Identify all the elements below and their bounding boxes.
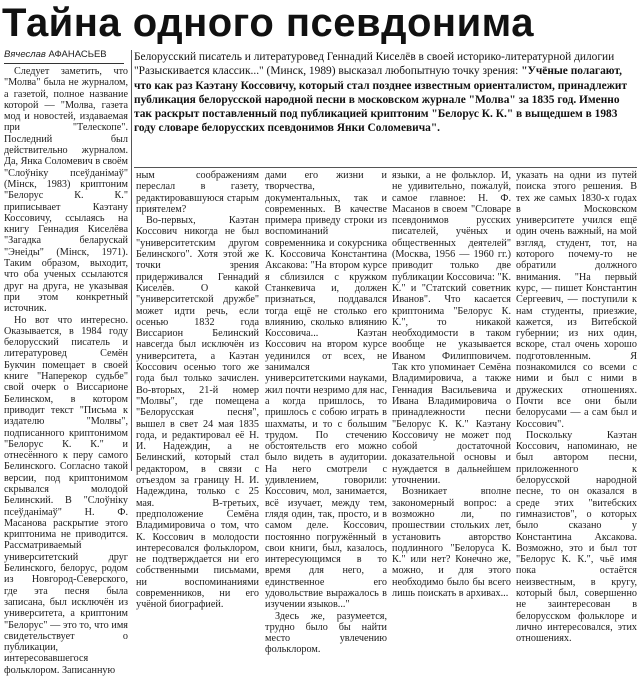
article-column-2 <box>136 170 259 611</box>
article-column-4 <box>392 170 511 599</box>
lead-quote: "Учёные полагают, что как раз Каэтану Коссовичу, который стал позднее известным ориенталистом, принадлежит публикация белорусской народной песни в московском журнале "Молва" за 1835 год. Именно так раскрыт поставленный под публикацией криптоним "Белорус К. К." в выщедшем в 1983 году словаре белорусских псевдонимов Янки Соломевича". <box>134 65 628 135</box>
column-paragraph: дами его жизни и творчества, документальных, так и современных. В качестве примера приведу строки из воспоминаний современника и сокурсника К. Коссовича Константина Аксакова: "На втором курсе я сблизился с кружком Станкевича и, должен признаться, поддавался тогда ещё не столько его влиянию, сколько влиянию Коссовича... Каэтан Коссович на втором курсе уединился от всех, не занимался университетскими науками, жил почти незримо для нас, а когда пришлось, то пришлось с собою играть в шахматы, и то с большим трудом. По стечению обстоятельств его можно было видеть в аудитории. На него смотрели с удивлением, говорили: Коссович, мол, занимается, всё изучает, между тем, глядя один, так, просто, и в самом деле. Коссович, постоянно погружённый в свои книги, был, казалось, интересующимся в то время для него, а единственное его удовольствие выражалось в изучении языков..." <box>265 170 387 611</box>
lead-paragraph <box>134 50 637 166</box>
lead-intro: Белорусский писатель и литературовед Геннадий Киселёв в своей историко-литературной дилогии "Разыскивается классик..." (Минск, 1989) высказал любопытную точку зрения: <box>134 51 615 78</box>
column-paragraph: Возникает вполне закономерный вопрос: а возможно ли, по прошествии стольких лет, установить авторство подлинного "Белоруса К. К." или нет? Конечно же, можно, и для этого необходимо было бы всего лишь поискать в архивах... <box>392 486 511 599</box>
author-first-name: Вячеслав <box>4 49 46 60</box>
column-paragraph: Следует заметить, что "Молва" была не журналом, а газетой, полное название которой — "Молва, газета мод и новостей, издаваемая при "Телескопе". Последний был действительно журналом. Да, Янка Соломевич в своём "Слоўніку псеўданімаў" (Мінск, 1983) криптоним "Белорус К. К." приписывает Каэтану Коссовичу, ссылаясь на книгу Геннадия Киселёва "Загадка беларускай "Энеіды" (Мінск, 1971). Таким образом, выходит, что оба ученых ссылаются друг на друга, не указывая при этом конкретный источник. <box>4 66 128 315</box>
article-column-1 <box>4 66 128 676</box>
column-rule <box>131 50 132 471</box>
column-paragraph: Во-первых, Каэтан Коссович никогда не был "университетским другом Белинского". Хотя этой же точки зрения придерживался Геннадий Киселёв. О какой "университетской дружбе" может идти речь, если осенью 1832 года Виссарион Белинский навсегда был исключён из университета, а Каэтан Коссович осенью того же года был только зачислен. Во-вторых, 21-й номер "Молвы", где помещена "Белорусская песня", вышел в свет 24 мая 1835 года, и редактировал её Н. И. Надеждин, а не Белинский, который стал редактором, в связи с отъездом за границу Н. И. Надеждина, только с 25 мая. В-третьих, предположение Семёна Владимировича о том, что К. Коссович в молодости интересовался фольклором, не подтверждается ни его собственными письмами, ни воспоминаниями современников, ни его учёной биографией. <box>136 215 259 611</box>
column-paragraph: ным соображениям переслал в газету, редактировавшуюся старым приятелем? <box>136 170 259 215</box>
column-paragraph: Но вот что интересно. Оказывается, в 1984 году белорусский писатель и литературовед Семён Букчин помещает в своей книге "Наперекор судьбе" свой очерк о Виссарионе Белинском, в котором приводит текст "Письма к издателю "Молвы", подписанного криптонимом "Белорус К. К." и отнесённого к перу самого Белинского. Согласно такой версии, под криптонимом скрывался молодой Белинский. В "Слоўніку псеўданімаў" Н. Ф. Масанова раскрытие этого криптонима не приводится. Рассматриваемый университетский друг Белинского, белорус, родом из Новгород-Северского, где эта песня была записана, был исключён из университета, а криптоним "Белорус" — это то, что имя свидетельствует о публикации, интересовавшегося фольклором. Записанную <box>4 314 128 676</box>
byline <box>4 49 124 64</box>
column-paragraph: языки, а не фольклор. И, не удивительно, пожалуй, самое главное: Н. Ф. Масанов в своем "Словаре псевдонимов русских писателей, учёных и общественных деятелей" (Москва, 1956 — 1960 гг.) приводит только две публикации Коссовича: "К. К." и "Статский советник Иванов". Что касается криптонима "Белорус К. К.", то никакой необходимости в таком вообще не указывается Иваном Филипповичем. Так кто упоминает Семёна Владимировича, а также Геннадия Васильевича и Ивана Владимировича о принадлежности песни "Белорус К. К." Каэтану Коссовичу не может под собой достаточной доказательной основы и нуждается в дальнейшем уточнении. <box>392 170 511 487</box>
article-column-5 <box>516 170 637 645</box>
column-paragraph: Здесь же, разумеется, трудно было бы найти место увлечению фольклором. <box>265 610 387 656</box>
article-headline: Тайна одного псевдонима <box>2 1 534 45</box>
column-paragraph: указать на одни из путей поиска этого решения. В тех же самых 1830-х годах в Московском университете учился ещё один очень важный, на мой взгляд, студент, тот, на которого почему-то не обратили должного внимания. "На первый курс, — пишет Константин Сергеевич, — поступили к нам студенты, приезжие, кажется, из Витебской губернии; из них один, вскоре, стал очень хорошо подготовленным. Я познакомился со всеми с ними и был с ними в дружеских отношениях. Почти все они были белорусами — а сам был и Коссович". <box>516 170 637 430</box>
column-paragraph: Поскольку Каэтан Коссович, напоминаю, не был автором песни, приложенного к белорусской народной песне, то он оказался в среде этих "витебских гимназистов", о которых было сказано у Константина Аксакова. Возможно, это и был тот "Белорус К. К.", чьё имя пока остаётся неизвестным, в кругу, который был, совершенно не заинтересован в белорусском фольклоре и лично интересовался, этих отношениях. <box>516 429 637 645</box>
article-column-3 <box>265 170 387 656</box>
author-last-name: АФАНАСЬЕВ <box>48 49 107 60</box>
lead-rule <box>134 167 637 168</box>
